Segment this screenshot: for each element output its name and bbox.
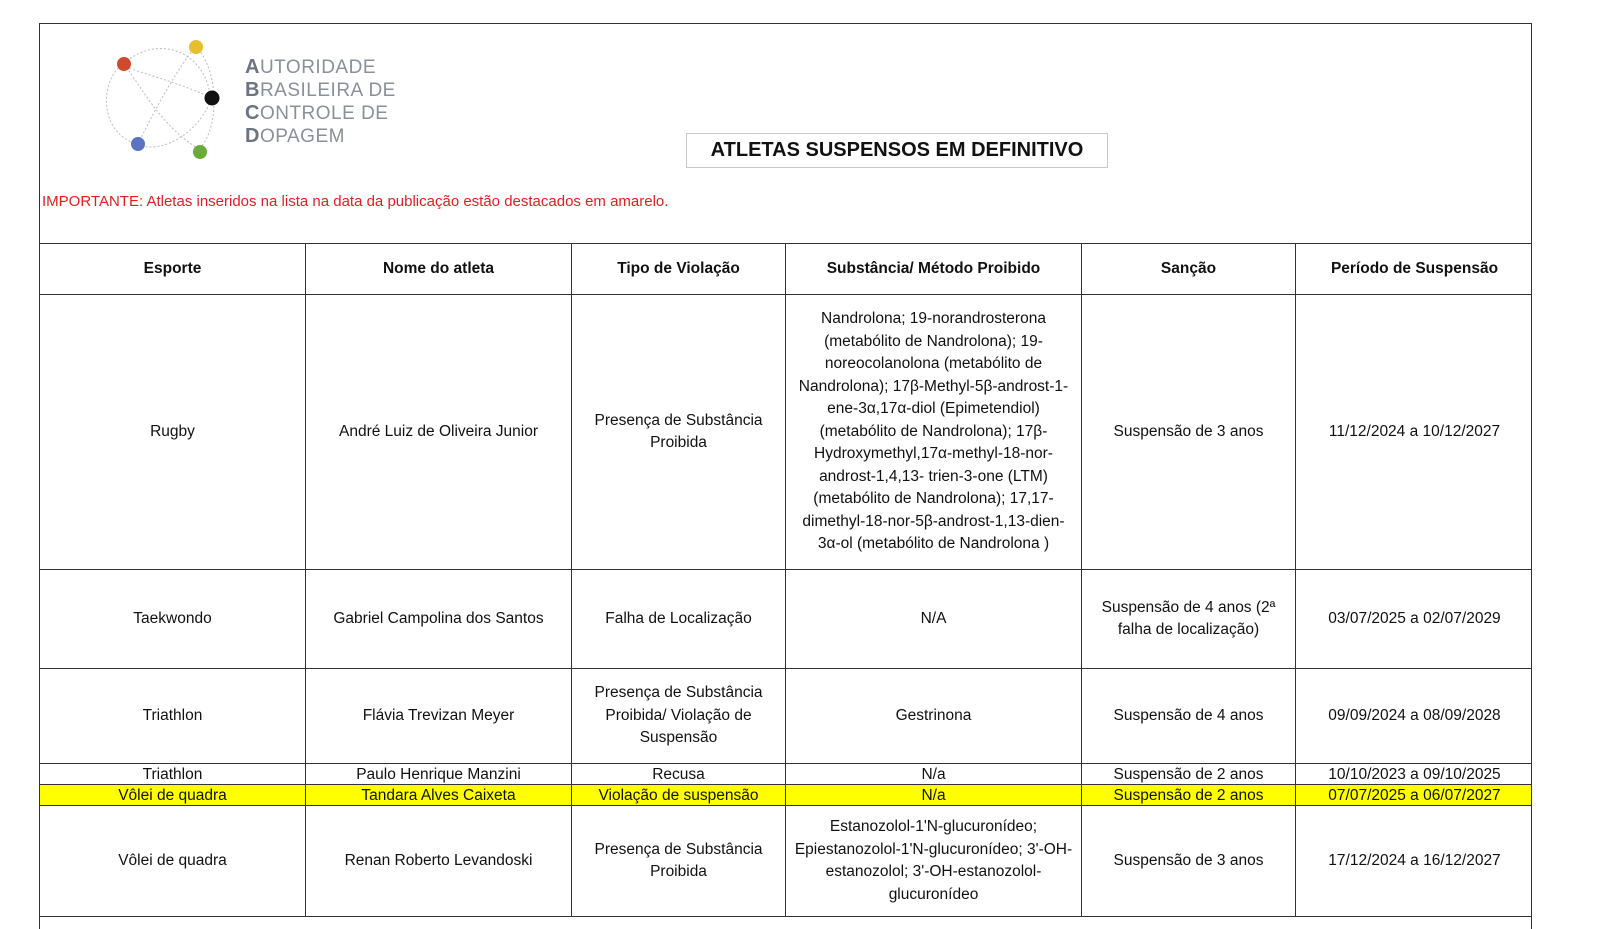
table-cell: N/a (786, 764, 1082, 785)
table-cell: 07/07/2025 a 06/07/2027 (1296, 785, 1533, 806)
logo-dot-red (117, 57, 131, 71)
organization-name (245, 56, 396, 148)
table-cell: Taekwondo (40, 570, 306, 669)
table-cell: 10/10/2023 a 09/10/2025 (1296, 764, 1533, 785)
org-line: CONTROLE DE (245, 102, 389, 124)
table-cell: Rugby (40, 295, 306, 570)
table-cell: Tandara Alves Caixeta (306, 785, 572, 806)
logo-dot-blue (131, 137, 145, 151)
table-cell: Presença de Substância Proibida (572, 806, 786, 917)
column-header: Período de Suspensão (1296, 244, 1533, 295)
table-cell: Presença de Substância Proibida (572, 295, 786, 570)
table-cell: André Luiz de Oliveira Junior (306, 295, 572, 570)
logo-dot-black (205, 91, 220, 106)
table-cell: N/a (786, 785, 1082, 806)
table-row-highlighted (40, 785, 1533, 806)
table-header-row (40, 244, 1533, 295)
table-cell: Recusa (572, 764, 786, 785)
table-cell: Renan Roberto Levandoski (306, 806, 572, 917)
logo-dot-green (193, 145, 207, 159)
table-cell: Gestrinona (786, 669, 1082, 764)
table-cell: 09/09/2024 a 08/09/2028 (1296, 669, 1533, 764)
table-cell: Vôlei de quadra (40, 785, 306, 806)
table-cell: Suspensão de 2 anos (1082, 764, 1296, 785)
table-cell: Paulo Henrique Manzini (306, 764, 572, 785)
document-sheet (39, 23, 1532, 929)
org-line: BRASILEIRA DE (245, 79, 396, 101)
abcd-logo-icon (92, 26, 232, 166)
table-cell: Suspensão de 3 anos (1082, 806, 1296, 917)
suspensions-table (39, 243, 1532, 917)
table-row (40, 669, 1533, 764)
table-cell: Suspensão de 2 anos (1082, 785, 1296, 806)
table-cell: Flávia Trevizan Meyer (306, 669, 572, 764)
table-cell: Falha de Localização (572, 570, 786, 669)
column-header: Substância/ Método Proibido (786, 244, 1082, 295)
table-cell: Triathlon (40, 669, 306, 764)
table-cell: Suspensão de 4 anos (2ª falha de localização) (1082, 570, 1296, 669)
table-row (40, 570, 1533, 669)
table-cell: Estanozolol-1'N-glucuronídeo; Epiestanozolol-1'N-glucuronídeo; 3'-OH-estanozolol; 3'-OH-estanozolol-glucuronídeo (786, 806, 1082, 917)
table-cell: N/A (786, 570, 1082, 669)
table-cell: 03/07/2025 a 02/07/2029 (1296, 570, 1533, 669)
table-cell: Violação de suspensão (572, 785, 786, 806)
table-cell: Suspensão de 4 anos (1082, 669, 1296, 764)
table-row (40, 764, 1533, 785)
table-cell: Vôlei de quadra (40, 806, 306, 917)
column-header: Nome do atleta (306, 244, 572, 295)
column-header: Esporte (40, 244, 306, 295)
org-line: AUTORIDADE (245, 56, 377, 78)
table-cell: Suspensão de 3 anos (1082, 295, 1296, 570)
column-header: Sanção (1082, 244, 1296, 295)
logo-dot-yellow (189, 40, 203, 54)
table-cell: 17/12/2024 a 16/12/2027 (1296, 806, 1533, 917)
org-line: DOPAGEM (245, 125, 345, 147)
document-title: ATLETAS SUSPENSOS EM DEFINITIVO (686, 133, 1108, 168)
important-notice: IMPORTANTE: Atletas inseridos na lista na data da publicação estão destacados em amarelo. (42, 193, 669, 210)
table-cell: Triathlon (40, 764, 306, 785)
column-header: Tipo de Violação (572, 244, 786, 295)
table-cell: Presença de Substância Proibida/ Violação de Suspensão (572, 669, 786, 764)
table-cell: Gabriel Campolina dos Santos (306, 570, 572, 669)
table-cell: Nandrolona; 19-norandrosterona (metabólito de Nandrolona); 19-noreocolanolona (metabólito de Nandrolona); 17β-Methyl-5β-androst-1-ene-3α,17α-diol (Epimetendiol) (metabólito de Nandrolona); 17β-Hydroxymethyl,17α-methyl-18-nor-androst-1,4,13- trien-3-one (LTM) (metabólito de Nandrolona); 17,17-dimethyl-18-nor-5β-androst-1,13-dien-3α-ol (metabólito de Nandrolona ) (786, 295, 1082, 570)
table-row (40, 295, 1533, 570)
table-row (40, 806, 1533, 917)
table-cell: 11/12/2024 a 10/12/2027 (1296, 295, 1533, 570)
